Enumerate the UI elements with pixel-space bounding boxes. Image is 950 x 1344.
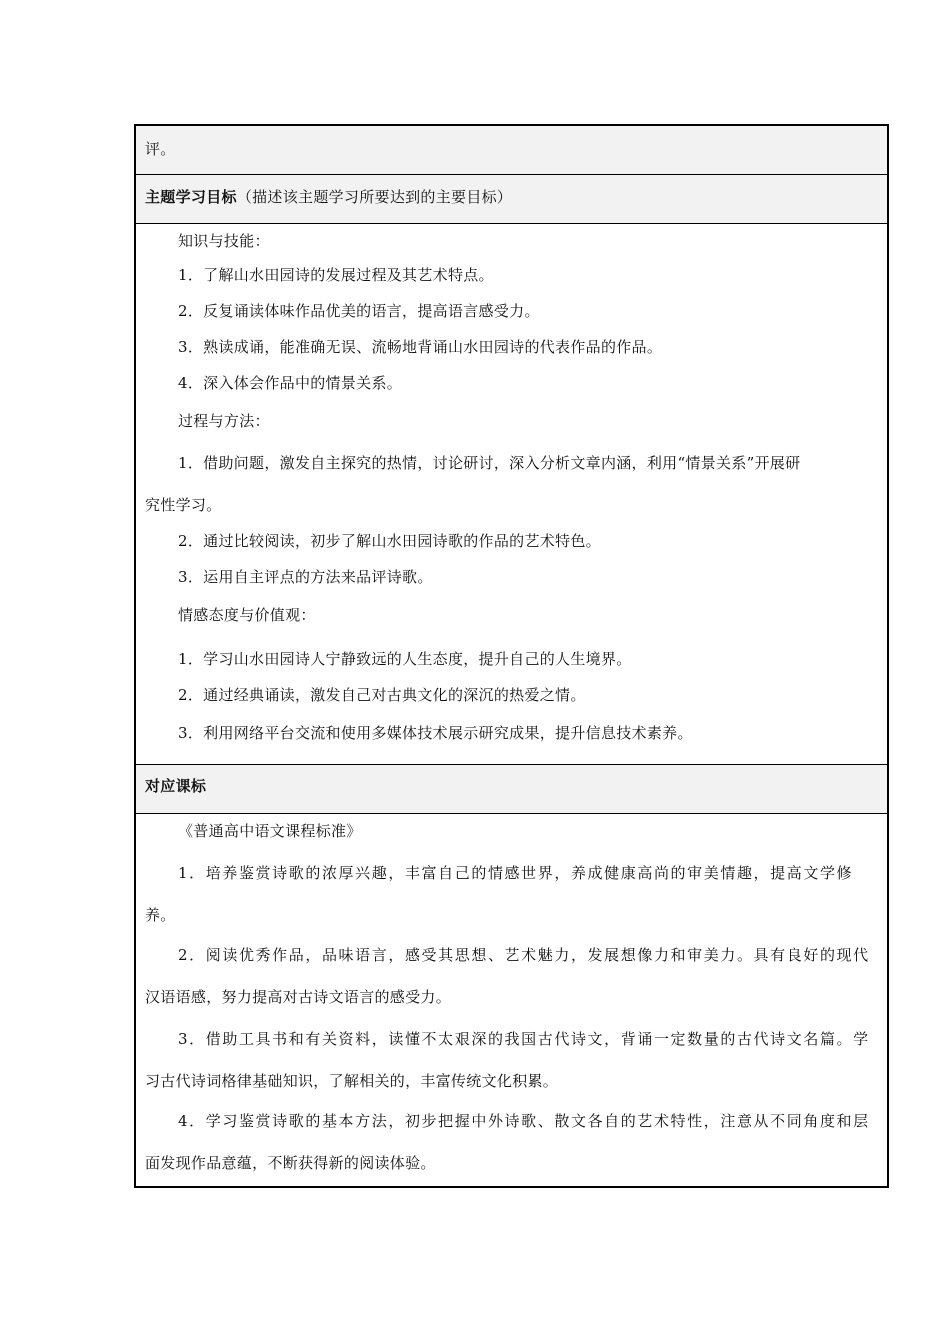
process-heading: 过程与方法：: [178, 412, 270, 430]
standards-item-line: 2．阅读优秀作品，品味语言，感受其思想、艺术魅力，发展想像力和审美力。具有良好的现代: [178, 946, 870, 964]
continuation-text: 评。: [145, 140, 176, 158]
goals-note: （描述该主题学习所要达到的主要目标）: [236, 188, 513, 206]
knowledge-item: 4．深入体会作品中的情景关系。: [178, 374, 403, 392]
knowledge-item: 3．熟读成诵，能准确无误、流畅地背诵山水田园诗的代表作品的作品。: [178, 338, 663, 356]
goals-header: [145, 186, 512, 207]
process-item: 3．运用自主评点的方法来品评诗歌。: [178, 568, 433, 586]
standards-item-line: 养。: [145, 906, 176, 924]
continuation-row: [136, 126, 887, 174]
knowledge-item: 2．反复诵读体味作品优美的语言，提高语言感受力。: [178, 302, 540, 320]
standards-content: [136, 814, 887, 1188]
emotion-item: 1．学习山水田园诗人宁静致远的人生态度，提升自己的人生境界。: [178, 650, 632, 668]
emotion-item: 2．通过经典诵读，激发自己对古典文化的深沉的热爱之情。: [178, 686, 586, 704]
standards-item-line: 1．培养鉴赏诗歌的浓厚兴趣，丰富自己的情感世界，养成健康高尚的审美情趣，提高文学修: [178, 864, 854, 882]
standards-item-line: 3．借助工具书和有关资料，读懂不太艰深的我国古代诗文，背诵一定数量的古代诗文名篇。学: [178, 1030, 870, 1048]
standards-book-title: 《普通高中语文课程标准》: [178, 822, 362, 840]
process-item: 2．通过比较阅读，初步了解山水田园诗歌的作品的艺术特色。: [178, 532, 601, 550]
standards-item-line: 4．学习鉴赏诗歌的基本方法，初步把握中外诗歌、散文各自的艺术特性，注意从不同角度和层: [178, 1112, 870, 1130]
standards-header-row: [136, 765, 887, 813]
process-item-line: 究性学习。: [145, 496, 222, 514]
standards-item-line: 面发现作品意蕴，不断获得新的阅读体验。: [145, 1154, 436, 1172]
standards-item-line: 习古代诗词格律基础知识，了解相关的，丰富传统文化积累。: [145, 1072, 559, 1090]
document-table: [134, 124, 889, 1188]
emotion-item: 3．利用网络平台交流和使用多媒体技术展示研究成果，提升信息技术素养。: [178, 724, 693, 742]
standards-item-line: 汉语语感，努力提高对古诗文语言的感受力。: [145, 988, 452, 1006]
emotion-heading: 情感态度与价值观：: [178, 606, 316, 624]
goals-title: 主题学习目标: [145, 188, 237, 206]
goals-content: [136, 224, 887, 764]
knowledge-item: 1．了解山水田园诗的发展过程及其艺术特点。: [178, 266, 494, 284]
standards-title: 对应课标: [145, 777, 207, 795]
knowledge-heading: 知识与技能：: [178, 232, 270, 250]
process-item-line: 1．借助问题，激发自主探究的热情，讨论研讨，深入分析文章内涵，利用“情景关系”开展研: [178, 454, 801, 472]
goals-header-row: [136, 175, 887, 223]
